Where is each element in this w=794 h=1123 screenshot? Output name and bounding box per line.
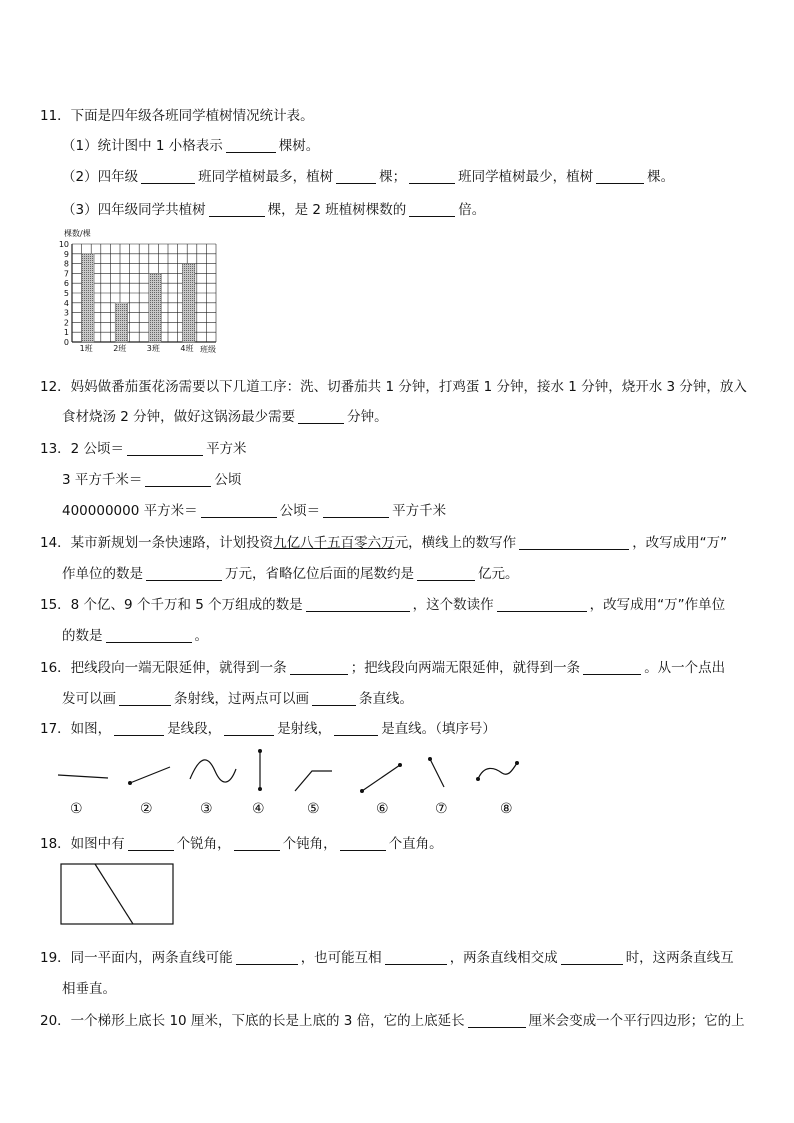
answer-blank[interactable]	[298, 409, 344, 424]
q17-text2: 是线段，	[167, 721, 222, 737]
answer-blank[interactable]	[497, 597, 587, 612]
y-tick-label: 8	[63, 259, 69, 269]
figure-label-6: ⑥	[376, 801, 389, 817]
q12-text2: 分钟。	[347, 409, 388, 425]
q11-part1	[62, 134, 319, 154]
q14-text3: ，改写成用“万”	[632, 535, 728, 551]
q13-text6: 公顷＝	[279, 503, 321, 519]
figure-6-segment	[362, 765, 400, 791]
answer-blank[interactable]	[409, 169, 455, 184]
q12-text: 食材烧汤 2 分钟，做好这锅汤最少需要	[62, 409, 296, 425]
answer-blank[interactable]	[106, 628, 192, 643]
q15-line1	[40, 593, 725, 613]
bar-3	[149, 273, 161, 342]
x-tick-label: 1班	[79, 344, 93, 353]
figure-diagonal	[95, 864, 133, 924]
q13-line2	[62, 468, 241, 488]
answer-blank[interactable]	[146, 566, 222, 581]
figure-label-7: ⑦	[435, 801, 448, 817]
answer-blank[interactable]	[236, 950, 298, 965]
q13-text5: 400000000 平方米＝	[62, 503, 198, 519]
y-tick-label: 6	[63, 279, 69, 289]
q11-p2-text2: 班同学植树最多，植树	[198, 169, 334, 185]
answer-blank[interactable]	[417, 566, 475, 581]
y-axis-label: 棵数/棵	[64, 229, 91, 238]
q16-line2	[62, 687, 413, 707]
q18-text3: 个钝角，	[282, 836, 337, 852]
answer-blank[interactable]	[323, 503, 389, 518]
answer-blank[interactable]	[306, 597, 410, 612]
q20-text2: 厘米会变成一个平行四边形；它的上	[528, 1013, 745, 1029]
answer-blank[interactable]	[409, 202, 455, 217]
answer-blank[interactable]	[119, 691, 171, 706]
q14-line2	[62, 562, 519, 582]
answer-blank[interactable]	[596, 169, 644, 184]
answer-blank[interactable]	[224, 721, 274, 736]
y-tick-label: 7	[63, 269, 69, 279]
figure-5-polyline	[295, 771, 332, 791]
q20-line1	[40, 1009, 745, 1029]
q13-text4: 公顷	[214, 472, 242, 488]
q15-text3: ，改写成用“万”作单位	[589, 597, 726, 613]
q15-text: 15．8 个亿、9 个千万和 5 个万组成的数是	[40, 597, 303, 613]
q14-text: 14．某市新规划一条快速路，计划投资	[40, 535, 274, 551]
tree-planting-bar-chart	[52, 228, 242, 358]
figure-label-1: ①	[70, 801, 83, 817]
q18-text4: 个直角。	[388, 836, 443, 852]
q16-text5: 条射线，过两点可以画	[174, 691, 309, 707]
q13-line3	[62, 499, 446, 519]
y-tick-label: 4	[63, 298, 69, 308]
answer-blank[interactable]	[519, 535, 629, 550]
answer-blank[interactable]	[145, 472, 211, 487]
q11-p2-text4: 班同学植树最少，植树	[458, 169, 594, 185]
q13-text2: 平方米	[206, 441, 247, 457]
q13-text: 13．2 公顷＝	[40, 441, 125, 457]
q18-text: 18．如图中有	[40, 836, 125, 852]
q16-text3: 。从一个点出	[644, 660, 726, 676]
q14-underlined-number: 九亿八千五百零六万	[273, 535, 395, 551]
answer-blank[interactable]	[290, 660, 348, 675]
bar-4	[182, 264, 194, 342]
x-tick-label: 3班	[146, 344, 160, 353]
figure-label-8: ⑧	[500, 801, 513, 817]
q16-text6: 条直线。	[359, 691, 413, 707]
q19-text: 19．同一平面内，两条直线可能	[40, 950, 233, 966]
q11-p2-text5: 棵。	[647, 169, 675, 185]
q15-line2	[62, 624, 208, 644]
q19-text2: ，也可能互相	[300, 950, 382, 966]
q11-part2	[62, 165, 674, 185]
q19-text4: 时，这两条直线互	[625, 950, 734, 966]
q19-line1	[40, 946, 734, 966]
figure-label-4: ④	[252, 801, 265, 817]
q14-line1	[40, 531, 727, 551]
figure-7-ray	[430, 759, 444, 787]
q16-text: 16．把线段向一端无限延伸，就得到一条	[40, 660, 287, 676]
bar-1	[82, 254, 94, 342]
answer-blank[interactable]	[209, 202, 265, 217]
q13-text7: 平方千米	[392, 503, 447, 519]
answer-blank[interactable]	[336, 169, 376, 184]
answer-blank[interactable]	[226, 138, 276, 153]
q14-text4: 作单位的数是	[62, 566, 143, 582]
q16-text4: 发可以画	[62, 691, 116, 707]
q16-line1	[40, 656, 725, 676]
answer-blank[interactable]	[583, 660, 641, 675]
q19-line2: 相垂直。	[62, 981, 116, 997]
q14-text2: 元，横线上的数写作	[394, 535, 517, 551]
y-tick-label: 0	[63, 338, 69, 347]
answer-blank[interactable]	[468, 1013, 526, 1028]
bar-2	[115, 303, 127, 342]
answer-blank[interactable]	[201, 503, 277, 518]
x-axis-label: 班级	[200, 345, 216, 354]
answer-blank[interactable]	[561, 950, 623, 965]
x-tick-label: 2班	[113, 344, 127, 353]
y-tick-label: 9	[63, 249, 69, 259]
q11-p1-text2: 棵树。	[278, 138, 320, 154]
x-tick-label: 4班	[180, 344, 194, 353]
q12-line1: 12．妈妈做番茄蛋花汤需要以下几道工序：洗、切番茄共 1 分钟，打鸡蛋 1 分钟，接水 1 分钟，烧开水 3 分钟，放入	[40, 379, 747, 395]
answer-blank[interactable]	[114, 721, 164, 736]
figure-2-ray	[130, 767, 170, 783]
answer-blank[interactable]	[340, 836, 386, 851]
y-tick-label: 5	[63, 289, 69, 298]
q11-p3-text2: 棵，是 2 班植树棵数的	[267, 202, 407, 218]
y-tick-label: 3	[63, 308, 69, 318]
line-figures	[50, 745, 550, 820]
q17-text: 17．如图，	[40, 721, 112, 737]
q14-text6: 亿元。	[478, 566, 519, 582]
y-tick-label: 1	[63, 328, 69, 338]
q11-p2-text3: 棵；	[379, 169, 407, 185]
answer-blank[interactable]	[128, 836, 174, 851]
q11-p3-text: （3）四年级同学共植树	[62, 202, 206, 218]
y-tick-label: 2	[63, 318, 69, 328]
figure-8-curve	[478, 763, 517, 779]
q15-text5: 。	[194, 628, 208, 644]
answer-blank[interactable]	[234, 836, 280, 851]
q11-title: 11．下面是四年级各班同学植树情况统计表。	[40, 108, 314, 124]
answer-blank[interactable]	[334, 721, 378, 736]
figure-label-5: ⑤	[307, 801, 320, 817]
q19-text3: ，两条直线相交成	[449, 950, 558, 966]
y-tick-label: 10	[58, 240, 69, 249]
answer-blank[interactable]	[385, 950, 447, 965]
answer-blank[interactable]	[127, 441, 203, 456]
q15-text2: ，这个数读作	[412, 597, 494, 613]
q11-p1-text: （1）统计图中 1 小格表示	[62, 138, 223, 154]
q18-text2: 个锐角，	[176, 836, 231, 852]
q11-part3	[62, 198, 485, 218]
figure-label-2: ②	[140, 801, 153, 817]
figure-3-curve	[190, 760, 236, 782]
q13-line1	[40, 437, 247, 457]
q17-text4: 是直线。（填序号）	[381, 721, 496, 737]
q11-p2-text: （2）四年级	[62, 169, 139, 185]
q12-line2	[62, 405, 388, 425]
answer-blank[interactable]	[141, 169, 195, 184]
answer-blank[interactable]	[312, 691, 356, 706]
q14-text5: 万元，省略亿位后面的尾数约是	[225, 566, 414, 582]
q17-text3: 是射线，	[277, 721, 332, 737]
q18-line	[40, 832, 443, 852]
q13-text3: 3 平方千米＝	[62, 472, 143, 488]
figure-rectangle	[61, 864, 173, 924]
angle-figure	[60, 863, 180, 927]
q16-text2: ；把线段向两端无限延伸，就得到一条	[350, 660, 581, 676]
figure-1-line	[58, 775, 108, 778]
q20-text: 20．一个梯形上底长 10 厘米，下底的长是上底的 3 倍，它的上底延长	[40, 1013, 465, 1029]
q11-p3-text3: 倍。	[458, 202, 486, 218]
q15-text4: 的数是	[62, 628, 103, 644]
q17-line	[40, 717, 496, 737]
figure-label-3: ③	[200, 801, 213, 817]
